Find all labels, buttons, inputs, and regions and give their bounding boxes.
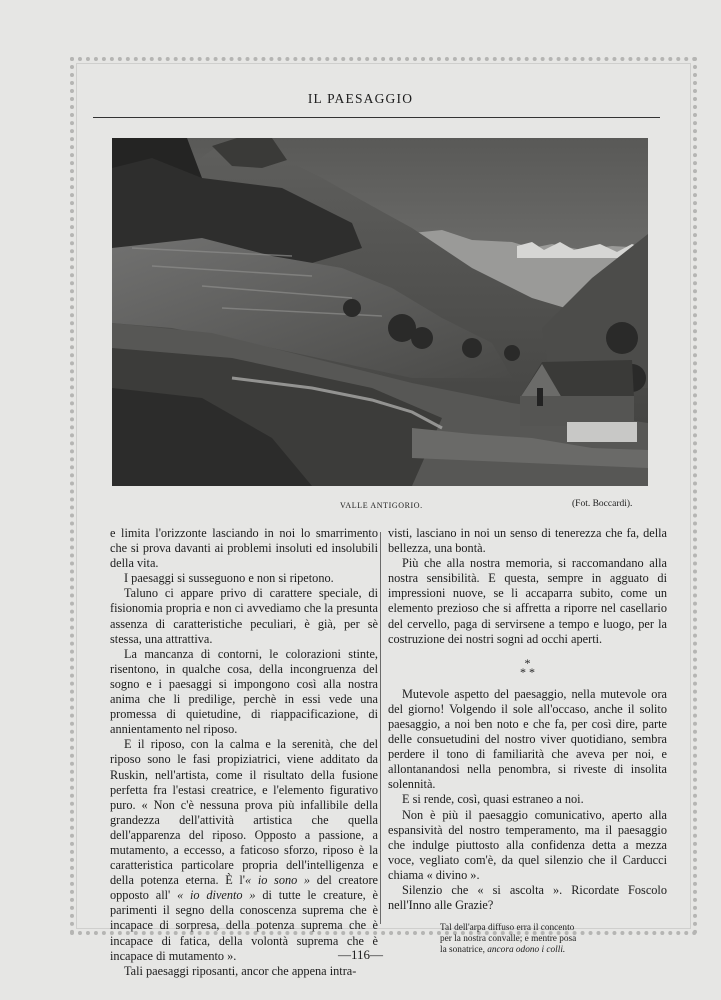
paragraph: La mancanza di contorni, le colorazioni stinte, risentono, in qualche cosa, della incongruenza del sogno e i paesaggi si impongono così alla nostra anima che li predilige, perchè in essi vede una promessa di quietudine, di riappacificazione, di annientamento nel riposo. bbox=[110, 646, 378, 737]
verse-line: Tal dell'arpa diffuso erra il concento bbox=[440, 923, 575, 934]
figure-caption-credit: (Fot. Boccardi). bbox=[572, 499, 633, 509]
paragraph-text: E il riposo, con la calma e la serenità, che del riposo sono le fasi propiziatrici, viene additato da Ruskin, nell'artista, come il risultato della fusione perfetta fra l'estasi creatrice, e l'elemento figurativo puro. « Non c'è nessuna prova più infallibile della grandezza dell'attività artistica che quella dell'apparenza del riposo. Opposto a passione, a mutamento, a eccesso, a faticoso sforzo, riposo è la caratteristica particolare propria dell'intelligenza e della potenza eterna. È l' bbox=[110, 737, 378, 888]
landscape-photo bbox=[112, 138, 648, 486]
right-text-column bbox=[388, 526, 667, 956]
running-header: IL PAESAGGIO bbox=[307, 91, 414, 106]
quote-io-sono: « io sono » bbox=[245, 873, 311, 888]
paragraph: E si rende, così, quasi estraneo a noi. bbox=[402, 792, 584, 807]
page-number: —116— bbox=[337, 947, 384, 962]
valley-photo-image bbox=[112, 138, 648, 486]
paragraph: visti, lasciano in noi un senso di tenerezza che fa, della bellezza, una bontà. bbox=[388, 526, 667, 556]
paragraph: Silenzio che « si ascolta ». Ricordate Foscolo nell'Inno alle Grazie? bbox=[388, 882, 667, 913]
paragraph: I paesaggi si susseguono e non si ripetono. bbox=[124, 571, 334, 586]
paragraph: e limita l'orizzonte lasciando in noi lo smarrimento che si prova davanti ai problemi insoluti ed insolubili della vita. bbox=[110, 526, 378, 571]
quote-text: di tutte le creature, è parimenti il segno della conoscenza suprema che è incapace di sorpresa, della potenza suprema che è incapace di fatica, della volontà suprema che è incapace di mutamento ». bbox=[110, 888, 378, 963]
section-break-asterism: * * * bbox=[520, 655, 535, 679]
left-text-column bbox=[110, 526, 378, 979]
header-rule bbox=[93, 117, 660, 118]
verse-line: per la nostra convalle; e mentre posa bbox=[440, 933, 577, 944]
quote-io-divento: « io divento » bbox=[177, 888, 256, 903]
paragraph: Più che alla nostra memoria, si raccomandano alla nostra sensibilità. E questa, sempre in agguato di impressioni nuove, se li accaparra subito, come un elemento prezioso che si affretta a riporre nel casellario del cervello, paga di servirsene a tempo e luogo, per la costruzione dei nostri sogni ad occhi aperti. bbox=[388, 556, 667, 646]
quote-text: del creatore opposto all' bbox=[110, 873, 378, 903]
figure-caption-title: VALLE ANTIGORIO. bbox=[340, 501, 423, 510]
paragraph bbox=[110, 737, 378, 963]
paragraph: Taluno ci appare privo di carattere speciale, di fisionomia propria e non ci avvediamo che la presunta assenza di caratteristiche peculiari, è già, per sè stessa, una attrattiva. bbox=[110, 586, 378, 646]
paragraph: Tali paesaggi riposanti, ancor che appena intra- bbox=[124, 963, 357, 978]
paragraph: Mutevole aspetto del paesaggio, nella mutevole ora del giorno! Volgendo il sole all'occaso, anche il solito paesaggio, a noi ben noto e che fa, per così dire, parte delle consuetudini del nostro viver quotidiano, sembra perdere il tono di familiarità che aveva per noi, e allontanandosi nella penombra, si riveste di insolita solennità. bbox=[388, 686, 667, 792]
verse-italic-text: ancora odono i colli. bbox=[487, 944, 566, 955]
paragraph: Non è più il paesaggio comunicativo, aperto alla espansività del nostro temperamento, ma il paesaggio che indulge piuttosto alla confidenza detta a mezza voce, vegliato com'è, da quel silenzio che il Carducci chiama « divino ». bbox=[388, 807, 667, 882]
verse-text: la sonatrice, bbox=[440, 944, 488, 955]
column-divider bbox=[380, 532, 381, 924]
